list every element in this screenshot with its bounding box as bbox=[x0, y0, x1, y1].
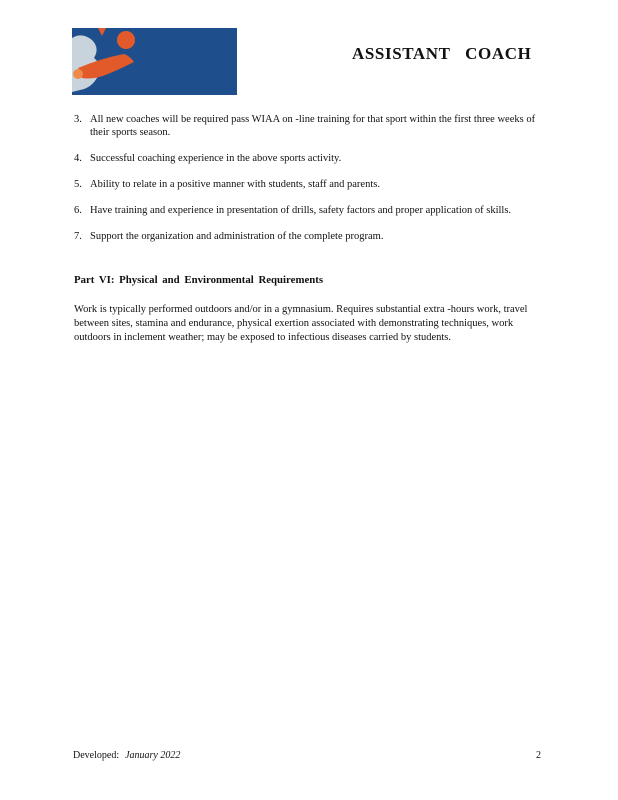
list-item-text: Have training and experience in presentation of drills, safety factors and proper application of skills. bbox=[90, 205, 512, 216]
list-item-number: 3. bbox=[74, 114, 82, 125]
list-item-text: All new coaches will be required pass WIAA on -line training for that sport within the first three weeks of their sports season. bbox=[90, 114, 536, 138]
list-item-number: 7. bbox=[74, 231, 82, 242]
list-item-number: 5. bbox=[74, 179, 82, 190]
logo-graphic bbox=[72, 28, 237, 95]
page-title: ASSISTANT COACH bbox=[352, 44, 532, 63]
list-item bbox=[74, 152, 544, 165]
list-item-text: Ability to relate in a positive manner with students, staff and parents. bbox=[90, 179, 380, 190]
section-paragraph: Work is typically performed outdoors and/or in a gymnasium. Requires substantial extra -hours work, travel between sites, stamina and endurance, physical exertion associated with demonstrating techniques, work outdoors in inclement weather; may be exposed to infectious diseases carried by students. bbox=[74, 304, 528, 343]
list-item-number: 4. bbox=[74, 153, 82, 164]
page-number: 2 bbox=[536, 750, 541, 761]
section-heading: Part VI: Physical and Environmental Requirements bbox=[74, 274, 324, 286]
list-item bbox=[74, 204, 544, 217]
list-item bbox=[74, 230, 544, 243]
list-item bbox=[74, 178, 544, 191]
footer-developed-date: January 2022 bbox=[125, 750, 181, 761]
footer-developed bbox=[73, 750, 180, 761]
list-item-text: Support the organization and administration of the complete program. bbox=[90, 231, 384, 242]
list-item bbox=[74, 113, 544, 139]
requirements-list bbox=[74, 113, 544, 256]
list-item-number: 6. bbox=[74, 205, 82, 216]
district-logo bbox=[72, 28, 237, 95]
list-item-text: Successful coaching experience in the above sports activity. bbox=[90, 153, 342, 164]
footer-developed-label: Developed: bbox=[73, 750, 120, 761]
